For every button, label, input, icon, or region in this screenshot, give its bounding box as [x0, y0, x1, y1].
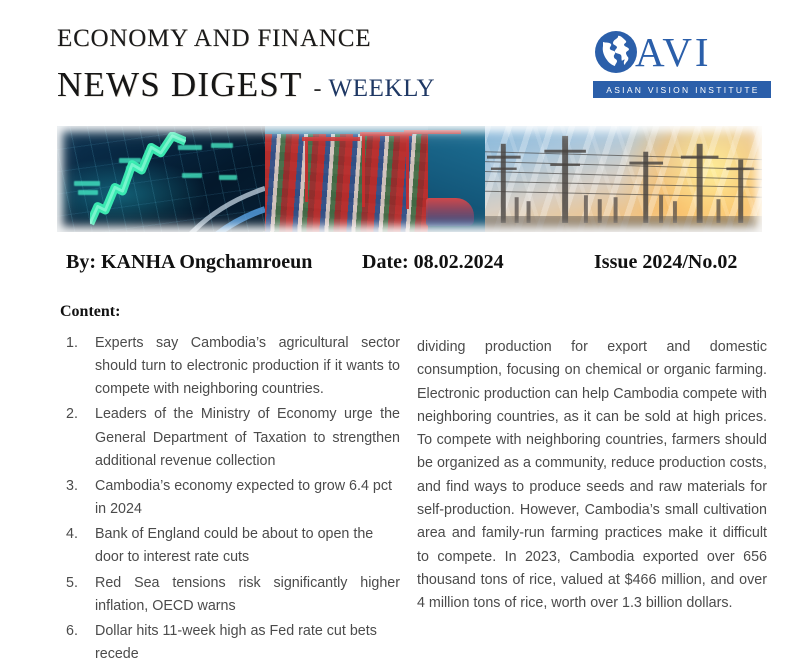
list-item-label: Red Sea tensions risk significantly higher inflation, OECD warns [95, 574, 400, 614]
list-item-label: Dollar hits 11-week high as Fed rate cut bets recede [95, 622, 377, 663]
list-item[interactable] [60, 403, 400, 472]
list-item-number: 4. [66, 526, 78, 543]
byline-issue: Issue 2024/No.02 [594, 251, 738, 273]
list-item-number: 5. [66, 574, 78, 591]
masthead [57, 26, 577, 116]
byline [66, 251, 766, 279]
list-item-label: Leaders of the Ministry of Economy urge the General Department of Taxation to strengthen additional revenue collection [95, 406, 400, 469]
container-port-image [265, 126, 485, 232]
stock-chart-art [57, 126, 265, 232]
globe-icon [593, 29, 639, 75]
article-column [417, 336, 767, 616]
substation-ground [485, 216, 762, 232]
list-item[interactable] [60, 523, 400, 569]
list-item-number: 1. [66, 335, 78, 351]
content-list [60, 332, 400, 664]
list-item-number: 6. [66, 622, 78, 639]
list-item[interactable] [60, 332, 400, 401]
content-heading: Content: [60, 303, 121, 320]
power-grid-image [485, 126, 762, 232]
masthead-title-separator: - [313, 76, 322, 102]
article-body: dividing production for export and domestic consumption, focusing on chemical or organic farming. Electronic production can help Cambodia compete with neighboring countries, as it can be sold at high prices. To compete with neighboring countries, farmers should be organized as a community, reduce production costs, and find ways to produce seeds and raw materials for self-production. However, Cambodia’s small cultivation area and family-run farming practices make it difficult to compete. In 2023, Cambodia exported over 656 thousand tons of rice, valued at $466 million, and over 4 million tons of rice, worth over 1.3 billion dollars. [417, 339, 767, 612]
list-item[interactable] [60, 475, 400, 521]
cargo-ship [426, 198, 474, 226]
list-item-label: Experts say Cambodia’s agricultural sector should turn to electronic production if it wants to compete with neighboring countries. [95, 335, 400, 398]
masthead-subtitle: WEEKLY [328, 75, 436, 102]
byline-date: Date: 08.02.2024 [362, 251, 504, 273]
content-column [60, 303, 400, 664]
list-item-label: Cambodia’s economy expected to grow 6.4 pct in 2024 [95, 477, 392, 518]
list-item[interactable] [60, 572, 400, 618]
avi-logo [593, 26, 771, 102]
logo-top-row [593, 26, 771, 78]
logo-wordmark: AVI [635, 28, 712, 75]
masthead-title: NEWS DIGEST [57, 65, 303, 104]
container-port-art [265, 126, 485, 232]
list-item[interactable] [60, 620, 400, 664]
masthead-title-row [57, 67, 577, 103]
power-grid-art [485, 126, 762, 232]
list-item-number: 2. [66, 406, 78, 423]
banner-image-strip [57, 126, 762, 232]
masthead-kicker: ECONOMY AND FINANCE [57, 25, 372, 52]
list-item-number: 3. [66, 477, 78, 494]
list-item-label: Bank of England could be about to open the door to interest rate cuts [95, 526, 374, 566]
container-stacks [265, 134, 441, 232]
stock-chart-image [57, 126, 265, 232]
logo-tagline-bar: ASIAN VISION INSTITUTE [593, 81, 771, 98]
byline-author: By: KANHA Ongchamroeun [66, 251, 313, 273]
